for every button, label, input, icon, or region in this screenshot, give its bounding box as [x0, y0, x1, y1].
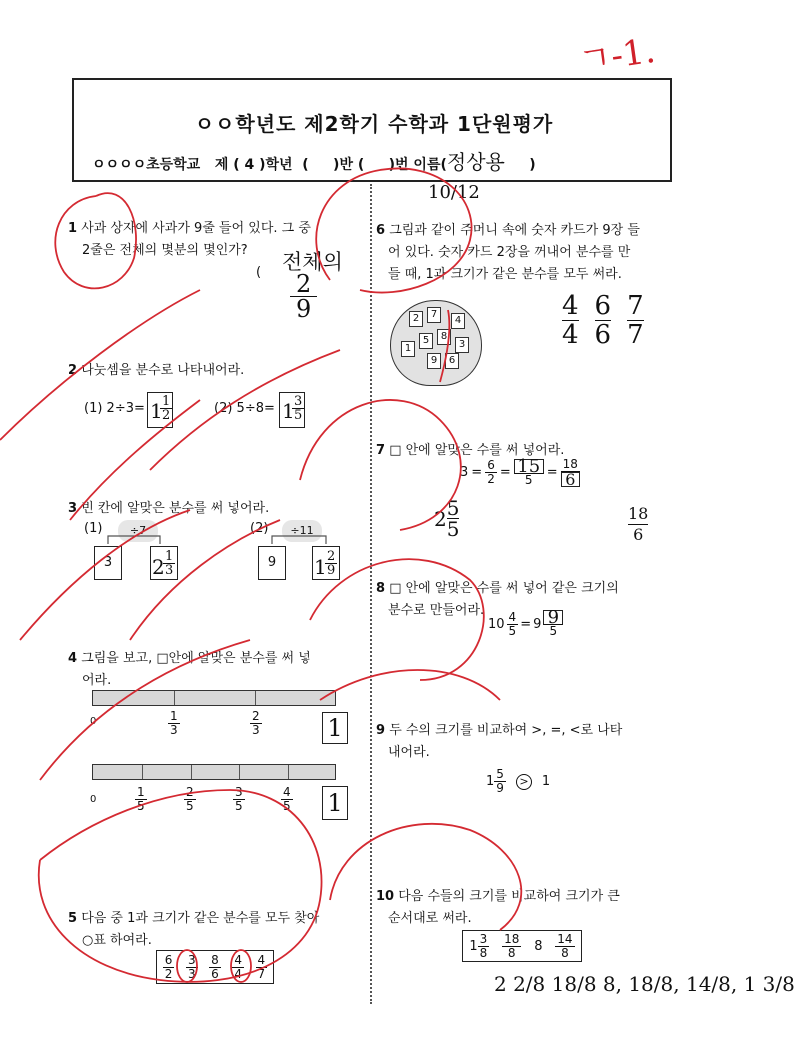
q6-answer: 4 4 6 6 7 7 [562, 291, 644, 350]
q4-answer-1: 1 [322, 712, 348, 744]
q6-card: 1 [401, 341, 415, 357]
q3-value-1: 3 [94, 546, 122, 580]
q6-card: 9 [427, 353, 441, 369]
q5-fraction-2: $\frac{3}{3}$ [187, 952, 196, 981]
q4-bar2-label-1: $\frac{1}{5}$ [137, 785, 145, 813]
q4-bar1-label-1: $\frac{1}{3}$ [170, 709, 178, 737]
q3-answer-2: 1 $\frac{2}{9}$ [312, 546, 340, 580]
header-box [72, 78, 672, 182]
q2-answer-1: 1 $\frac{1}{2}$ [147, 392, 173, 428]
q6-card: 8 [437, 329, 451, 345]
question-7: 7 □ 안에 알맞은 수를 써 넣어라. [376, 443, 565, 458]
question-8: 8 □ 안에 알맞은 수를 써 넣어 같은 크기의 분수로 만들어라. [376, 581, 619, 618]
q7-equation: 3 = $\frac{6}{2}$ = $\frac{15}{5}$ = $\frac{18}{6}$ [460, 455, 578, 489]
q8-equation: 10 $\frac{4}{5}$ = 9 $\frac{9}{5}$ [488, 610, 563, 638]
q2-answer-2: 1 $\frac{3}{5}$ [279, 392, 305, 428]
q3-answer-1: 2 $\frac{1}{3}$ [150, 546, 178, 580]
question-10: 10 다음 수들의 크기를 비교하여 크기가 큰 순서대로 써라. [376, 889, 620, 926]
q5-fraction-5: $\frac{4}{7}$ [257, 952, 266, 981]
q9-comparison: 1 $\frac{5}{9}$ > 1 [486, 767, 551, 795]
q4-bar2-label-3: $\frac{3}{5}$ [235, 785, 243, 813]
question-6: 6 그림과 같이 주머니 속에 숫자 카드가 9장 들 어 있다. 숫자 카드 2장을 꺼내어 분수를 만 들 때, 1과 크기가 같은 분수를 모두 써라. [376, 223, 640, 282]
q10-items-box [462, 930, 582, 962]
question-1: 1 사과 상자에 사과가 9줄 들어 있다. 그 중 2줄은 전체의 몇분의 몇인가? [68, 221, 311, 258]
column-divider [370, 184, 372, 1004]
q5-fraction-box [156, 950, 274, 984]
q1-answer: 2 9 [290, 272, 317, 321]
student-name: 정상용 [446, 150, 505, 174]
q1-paren: ( [256, 265, 262, 280]
question-3: 3 빈 칸에 알맞은 분수를 써 넣어라. [68, 501, 270, 516]
q5-fraction-4: $\frac{4}{4}$ [234, 952, 242, 981]
q6-card: 4 [451, 313, 465, 329]
q6-card: 2 [409, 311, 423, 327]
q6-card: 7 [427, 307, 441, 323]
q10-item-2: $\frac{18}{8}$ [504, 931, 520, 960]
q7-work: 2 5 5 [434, 496, 460, 541]
q4-bar-2 [92, 764, 336, 780]
q3-value-2: 9 [258, 546, 286, 580]
question-5: 5 다음 중 1과 크기가 같은 분수를 모두 찾아 ○표 하여라. [68, 911, 320, 948]
student-info: ㅇㅇㅇㅇ초등학교 제 ( 4 )학년 ( )반 ( )번 이름(정상용 ) [92, 150, 536, 174]
q6-card: 3 [455, 337, 469, 353]
q5-fraction-3: $\frac{8}{6}$ [211, 952, 219, 981]
q10-item-3: 8 [534, 938, 543, 954]
q4-bar2-label-2: $\frac{2}{5}$ [186, 785, 194, 813]
q6-card: 5 [419, 333, 433, 349]
q4-bar1-label-2: $\frac{2}{3}$ [252, 709, 260, 737]
q4-zero-2: 0 [90, 794, 97, 805]
page-title: ㅇㅇ학년도 제2학기 수학과 1단원평가 [194, 112, 554, 136]
q3-op-2: ÷11 [282, 520, 322, 542]
q3-label-1: (1) [84, 521, 103, 536]
q3-label-2: (2) [250, 521, 269, 536]
question-9: 9 두 수의 크기를 비교하여 >, =, <로 나타 내어라. [376, 723, 623, 760]
q10-item-1: 1 $\frac{3}{8}$ [469, 931, 488, 960]
score: 10/12 [428, 182, 480, 203]
q6-card: 6 [445, 353, 459, 369]
score-mark: ㄱ-1. [576, 30, 658, 82]
q7-side-note: 18 6 [628, 504, 649, 544]
q3-op-1: ÷7 [118, 520, 158, 542]
q4-bar-1 [92, 690, 336, 706]
q4-bar2-label-4: $\frac{4}{5}$ [283, 785, 291, 813]
question-2: 2 나눗셈을 분수로 나타내어라. [68, 363, 245, 378]
question-4: 4 그림을 보고, □안에 알맞은 분수를 써 넣 어라. [68, 651, 311, 688]
q10-answer: 2 2/8 18/8 8, 18/8, 14/8, 1 3/8 [494, 972, 795, 996]
q6-bag [390, 300, 482, 386]
q10-item-4: $\frac{14}{8}$ [557, 931, 573, 960]
q2-part2: (2) 5÷8= [214, 401, 275, 416]
q4-zero-1: 0 [90, 716, 97, 727]
q1-hand-word: 전체의 [282, 250, 343, 274]
q4-answer-2: 1 [322, 786, 348, 820]
q2-part1: (1) 2÷3= [84, 401, 145, 416]
q5-fraction-1: $\frac{6}{2}$ [164, 952, 173, 981]
